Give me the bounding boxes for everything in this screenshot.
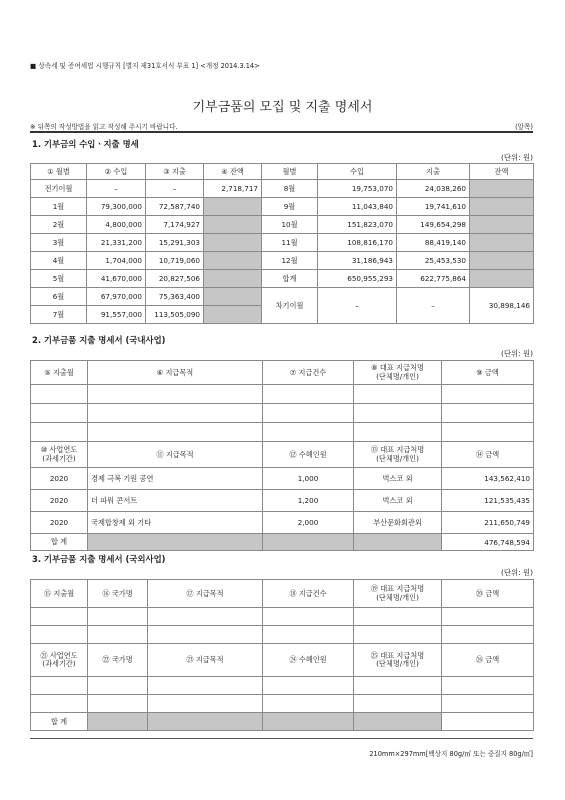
table-row <box>31 404 534 423</box>
table-row <box>31 198 534 216</box>
total-row <box>31 534 534 551</box>
paper-spec: 210mm×297mm[백상지 80g/㎡ 또는 중질지 80g/㎡] <box>369 750 533 758</box>
col-payee <box>354 442 442 468</box>
year-header-line1: ㉑ 사업연도 <box>40 650 78 660</box>
col-payee <box>354 361 442 385</box>
table-row <box>31 423 534 442</box>
table-row <box>31 512 534 534</box>
bottom-rule <box>30 738 533 739</box>
col-amount: ㉖ 금액 <box>442 644 534 677</box>
expense-cell: 75,363,400 <box>146 288 204 306</box>
payee-header-line2: (단체명/개인) <box>376 453 419 463</box>
income-cell: 91,557,000 <box>87 306 146 324</box>
table-row <box>31 270 534 288</box>
col-income-2: 수입 <box>318 164 397 180</box>
year-header-line2: (과세기간) <box>42 453 76 463</box>
income-cell: 31,186,943 <box>318 252 397 270</box>
balance-cell-shaded <box>204 288 262 306</box>
carry-forward-balance: 30,898,146 <box>470 288 534 324</box>
balance-cell-shaded <box>470 252 534 270</box>
table-row <box>31 180 534 198</box>
expense-cell: 7,174,927 <box>146 216 204 234</box>
carry-forward-income: – <box>318 288 397 324</box>
income-cell: 11,043,840 <box>318 198 397 216</box>
total-label-cell: 합계 <box>262 270 318 288</box>
col-purpose: ⑥ 지급목적 <box>88 361 263 385</box>
col-purpose: ㉓ 지급목적 <box>148 644 263 677</box>
balance-cell-shaded <box>470 198 534 216</box>
table-row <box>31 288 534 306</box>
col-expense-month: ⑮ 지출월 <box>31 580 88 608</box>
table-row <box>31 490 534 512</box>
payee-header-line2: (단체명/개인) <box>376 371 419 381</box>
col-payee <box>354 644 442 677</box>
balance-cell-shaded <box>204 306 262 324</box>
payee-header-line1: ⑬ 대표 지급처명 <box>370 445 425 455</box>
document-title: 기부금품의 모집 및 지출 명세서 <box>192 100 373 115</box>
amount-cell: 143,562,410 <box>442 468 534 490</box>
expense-cell: 24,038,260 <box>397 180 470 198</box>
form-reference: ■ 상속세 및 증여세법 시행규칙 [별지 제31호서식 부표 1] <개정 2014.3.14> <box>30 62 260 70</box>
income-cell: 21,331,200 <box>87 234 146 252</box>
expense-cell: 10,719,060 <box>146 252 204 270</box>
month-cell: 5월 <box>31 270 87 288</box>
col-balance: ④ 잔액 <box>204 164 262 180</box>
col-country: ⑯ 국가명 <box>88 580 148 608</box>
table-row <box>31 234 534 252</box>
section2-title: 2. 기부금품 지출 명세서 (국내사업) <box>32 335 166 345</box>
col-business-year <box>31 644 88 677</box>
payee-header-line1: ⑲ 대표 지급처명 <box>370 584 425 594</box>
amount-cell: 121,535,435 <box>442 490 534 512</box>
table-row <box>31 626 534 644</box>
payee-header-line1: ⑧ 대표 지급처명 <box>371 363 424 373</box>
expense-cell: 72,587,740 <box>146 198 204 216</box>
balance-cell-shaded <box>204 198 262 216</box>
col-amount: ⑭ 금액 <box>442 442 534 468</box>
income-cell: 67,970,000 <box>87 288 146 306</box>
table-row <box>31 468 534 490</box>
col-beneficiaries: ㉔ 수혜인원 <box>263 644 354 677</box>
table-row <box>31 216 534 234</box>
shaded-cell <box>263 534 354 551</box>
shaded-cell <box>263 713 354 731</box>
section3-title: 3. 기부금품 지출 명세서 (국외사업) <box>32 554 166 564</box>
year-header-line2: (과세기간) <box>42 659 76 668</box>
top-rule <box>30 131 533 133</box>
carry-forward-label: 차기이월 <box>262 288 318 324</box>
col-count: ⑦ 지급건수 <box>263 361 354 385</box>
year-cell: 2020 <box>31 468 88 490</box>
month-cell: 1월 <box>31 198 87 216</box>
income-expense-table <box>30 163 534 324</box>
income-cell: 108,816,170 <box>318 234 397 252</box>
table-row <box>31 677 534 695</box>
month-cell: 11월 <box>262 234 318 252</box>
income-cell: 79,300,000 <box>87 198 146 216</box>
table-row <box>31 608 534 626</box>
payee-cell: 벅스코 외 <box>354 490 442 512</box>
section1-title: 1. 기부금의 수입ㆍ지출 명세 <box>32 139 139 149</box>
col-purpose: ⑰ 지급목적 <box>148 580 263 608</box>
purpose-cell: 국제합창제 외 기타 <box>88 512 263 534</box>
col-expense-2: 지출 <box>397 164 470 180</box>
income-cell: 4,800,000 <box>87 216 146 234</box>
carry-forward-expense: – <box>397 288 470 324</box>
beneficiaries-cell: 1,200 <box>263 490 354 512</box>
amount-cell: 211,650,749 <box>442 512 534 534</box>
balance-cell-shaded <box>204 252 262 270</box>
page-side: (앞쪽) <box>515 123 533 131</box>
balance-cell-shaded <box>204 234 262 252</box>
overseas-expense-table <box>30 579 534 731</box>
table-row <box>31 252 534 270</box>
balance-cell: 2,718,717 <box>204 180 262 198</box>
total-amount: 476,748,594 <box>442 534 534 551</box>
year-cell: 2020 <box>31 512 88 534</box>
unit-label: (단위: 원) <box>500 153 533 162</box>
month-cell: 9월 <box>262 198 318 216</box>
unit-label: (단위: 원) <box>500 349 533 358</box>
income-cell: 151,823,070 <box>318 216 397 234</box>
income-cell: 41,670,000 <box>87 270 146 288</box>
total-label: 합 계 <box>31 713 88 731</box>
month-cell: 10월 <box>262 216 318 234</box>
month-cell: 4월 <box>31 252 87 270</box>
purpose-cell: 경제 극복 기원 공연 <box>88 468 263 490</box>
col-purpose: ⑪ 지급목적 <box>88 442 263 468</box>
income-cell: 19,753,070 <box>318 180 397 198</box>
purpose-cell: 더 파워 콘서트 <box>88 490 263 512</box>
shaded-cell <box>88 713 148 731</box>
payee-header-line2: (단체명/개인) <box>376 659 419 668</box>
income-cell: – <box>87 180 146 198</box>
balance-cell-shaded <box>204 216 262 234</box>
expense-cell: 19,741,610 <box>397 198 470 216</box>
expense-cell: 113,505,090 <box>146 306 204 324</box>
payee-cell: 부산문화회관외 <box>354 512 442 534</box>
payee-header-line1: ㉕ 대표 지급처명 <box>370 650 425 660</box>
total-amount <box>442 713 534 731</box>
table-header-row <box>31 644 534 677</box>
shaded-cell <box>354 713 442 731</box>
total-row <box>31 713 534 731</box>
expense-cell: 20,827,506 <box>146 270 204 288</box>
expense-cell: – <box>146 180 204 198</box>
month-cell: 2월 <box>31 216 87 234</box>
beneficiaries-cell: 1,000 <box>263 468 354 490</box>
balance-cell-shaded <box>470 180 534 198</box>
balance-cell-shaded <box>470 216 534 234</box>
income-cell: 1,704,000 <box>87 252 146 270</box>
table-header-row <box>31 442 534 468</box>
col-business-year <box>31 442 88 468</box>
table-header-row <box>31 580 534 608</box>
col-balance-2: 잔액 <box>470 164 534 180</box>
total-expense-cell: 622,775,864 <box>397 270 470 288</box>
month-cell: 3월 <box>31 234 87 252</box>
total-label: 합 계 <box>31 534 88 551</box>
col-count: ⑱ 지급건수 <box>263 580 354 608</box>
col-month-2: 월별 <box>262 164 318 180</box>
balance-cell-shaded <box>204 270 262 288</box>
shaded-cell <box>148 713 263 731</box>
beneficiaries-cell: 2,000 <box>263 512 354 534</box>
month-cell: 8월 <box>262 180 318 198</box>
month-cell: 7월 <box>31 306 87 324</box>
balance-cell-shaded <box>470 270 534 288</box>
expense-cell: 25,453,530 <box>397 252 470 270</box>
col-payee <box>354 580 442 608</box>
col-income: ② 수입 <box>87 164 146 180</box>
table-header-row <box>31 164 534 180</box>
col-amount: ⑳ 금액 <box>442 580 534 608</box>
year-cell: 2020 <box>31 490 88 512</box>
month-cell: 전기이월 <box>31 180 87 198</box>
domestic-expense-table <box>30 360 534 551</box>
shaded-cell <box>354 534 442 551</box>
table-row <box>31 695 534 713</box>
unit-label: (단위: 원) <box>500 568 533 577</box>
total-income-cell: 650,955,293 <box>318 270 397 288</box>
col-expense-month: ⑤ 지출월 <box>31 361 88 385</box>
col-beneficiaries: ⑫ 수혜인원 <box>263 442 354 468</box>
year-header-line1: ⑩ 사업연도 <box>40 445 78 455</box>
table-header-row <box>31 361 534 385</box>
balance-cell-shaded <box>470 234 534 252</box>
shaded-cell <box>88 534 263 551</box>
payee-header-line2: (단체명/개인) <box>376 592 419 602</box>
table-row <box>31 385 534 404</box>
month-cell: 6월 <box>31 288 87 306</box>
expense-cell: 149,654,298 <box>397 216 470 234</box>
col-amount: ⑨ 금액 <box>442 361 534 385</box>
payee-cell: 벅스코 외 <box>354 468 442 490</box>
expense-cell: 88,419,140 <box>397 234 470 252</box>
expense-cell: 15,291,303 <box>146 234 204 252</box>
month-cell: 12월 <box>262 252 318 270</box>
instruction-note: ※ 뒤쪽의 작성방법을 읽고 작성해 주시기 바랍니다. <box>30 123 178 131</box>
col-country: ㉒ 국가명 <box>88 644 148 677</box>
col-expense: ③ 지출 <box>146 164 204 180</box>
col-month: ① 월별 <box>31 164 87 180</box>
